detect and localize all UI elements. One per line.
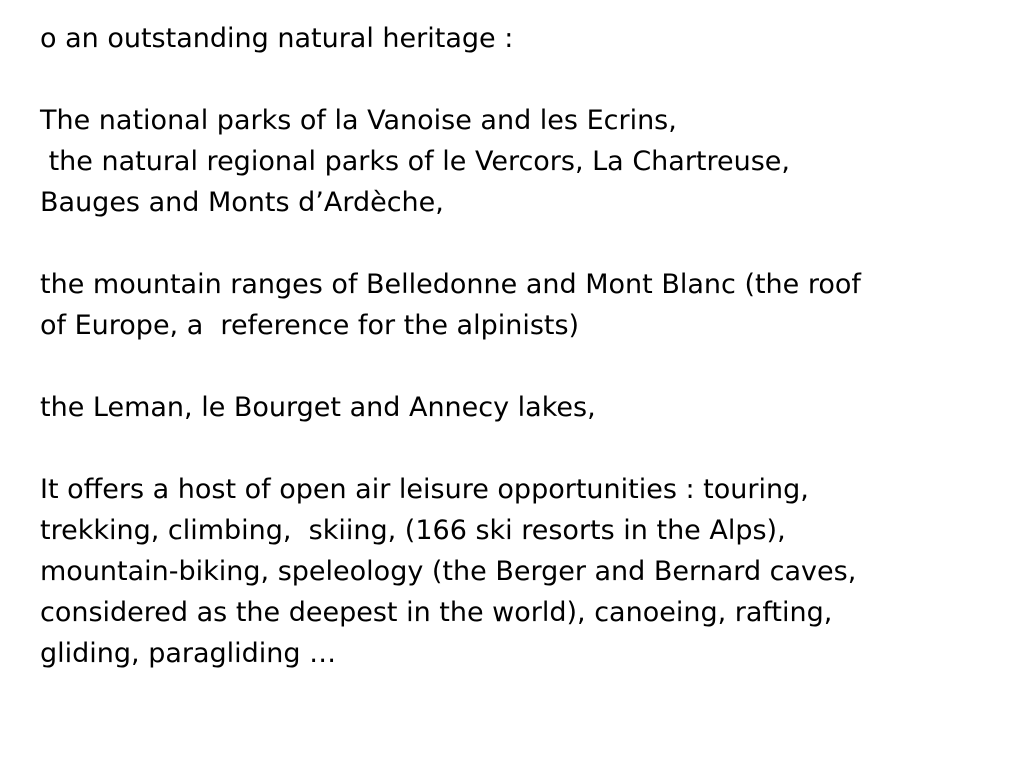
blank-line	[40, 428, 1005, 469]
parks-line: Bauges and Monts d’Ardèche,	[40, 187, 444, 218]
lakes-line: the Leman, le Bourget and Annecy lakes,	[40, 392, 596, 423]
leisure-line: gliding, paragliding …	[40, 638, 337, 669]
parks-line: the natural regional parks of le Vercors, La Chartreuse,	[40, 146, 791, 177]
slide-text-body	[40, 18, 1005, 674]
leisure-line: considered as the deepest in the world), canoeing, rafting,	[40, 597, 833, 628]
leisure-line: It offers a host of open air leisure opportunities : touring,	[40, 474, 809, 505]
mountains-line: the mountain ranges of Belledonne and Mont Blanc (the roof	[40, 269, 861, 300]
leisure-line: mountain-biking, speleology (the Berger and Bernard caves,	[40, 556, 857, 587]
leisure-line: trekking, climbing, skiing, (166 ski resorts in the Alps),	[40, 515, 786, 546]
heading-line: o an outstanding natural heritage :	[40, 23, 514, 54]
blank-line	[40, 59, 1005, 100]
mountains-line: of Europe, a reference for the alpinists)	[40, 310, 580, 341]
blank-line	[40, 223, 1005, 264]
blank-line	[40, 346, 1005, 387]
parks-line: The national parks of la Vanoise and les Ecrins,	[40, 105, 677, 136]
